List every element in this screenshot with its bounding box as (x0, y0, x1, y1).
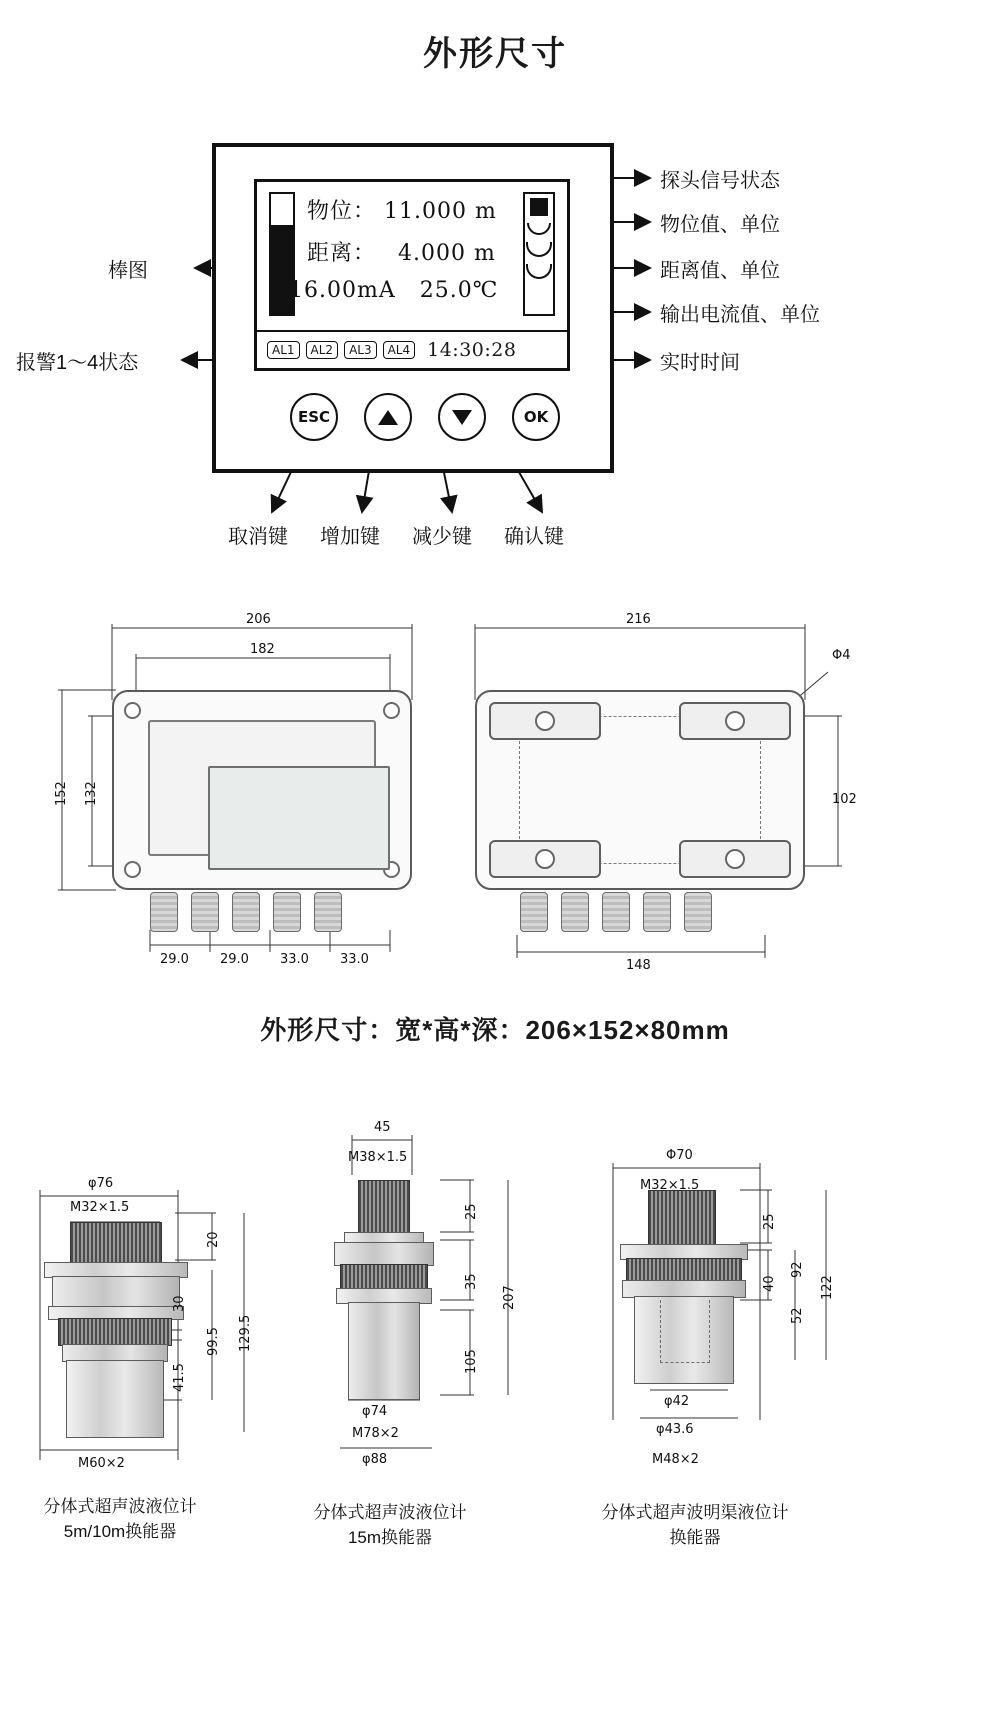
level-unit: m (475, 199, 497, 224)
arrow-up-icon (378, 410, 398, 425)
level-label: 物位： (307, 199, 377, 224)
callout-bargraph: 棒图 (108, 260, 148, 282)
level-row (307, 194, 497, 225)
td3-dim-thread-top: M32×1.5 (640, 1178, 700, 1193)
td1-knurled-ring (58, 1318, 172, 1346)
td1-dim-30: 30 (172, 1295, 187, 1312)
screw-icon (535, 849, 555, 869)
signal-block-icon (530, 198, 548, 216)
screen-divider (257, 330, 567, 332)
enclosure-dimension-caption: 外形尺寸：宽*高*深：206×152×80mm (260, 1015, 730, 1045)
current-temp-row (289, 278, 498, 303)
callout-output-current: 输出电流值、单位 (660, 304, 820, 326)
td1-dim-129-5: 129.5 (238, 1314, 253, 1352)
td1-body-upper (52, 1276, 180, 1308)
td3-dim-dia42: φ42 (664, 1394, 690, 1409)
td2-dim-thread-top: M38×1.5 (348, 1150, 408, 1165)
alarm-chip-4: AL4 (383, 341, 416, 359)
td2-dim-35: 35 (464, 1273, 479, 1290)
callout-alarm-status: 报警1～4状态 (16, 352, 139, 374)
td3-dim-25: 25 (762, 1213, 777, 1230)
keypad (272, 393, 552, 441)
cable-glands-front (150, 892, 342, 932)
td2-dim-105: 105 (464, 1349, 479, 1374)
td1-dim-20: 20 (206, 1231, 221, 1248)
td2-dim-dia88: φ88 (362, 1452, 388, 1467)
callout-down-key: 减少键 (412, 526, 472, 548)
arrow-down-icon (452, 410, 472, 425)
td1-dim-thread-top: M32×1.5 (70, 1200, 130, 1215)
td2-dim-25: 25 (464, 1203, 479, 1220)
td1-dim-99-5: 99.5 (206, 1327, 221, 1356)
mounting-bracket (489, 840, 601, 878)
td3-dim-40: 40 (762, 1275, 777, 1292)
td3-caption-line1: 分体式超声波明渠液位计 (601, 1503, 789, 1522)
dim-front-height-outer: 152 (54, 781, 69, 806)
dim-back-width-outer: 216 (626, 612, 651, 627)
screw-icon (725, 849, 745, 869)
td1-thread-cap (70, 1222, 162, 1264)
td3-inner-cone-dashed (660, 1300, 710, 1363)
cable-gland (232, 892, 260, 932)
dim-gland-1: 29.0 (160, 952, 189, 967)
signal-arc-large-icon (526, 264, 552, 279)
ok-button[interactable] (512, 393, 560, 441)
td1-caption-line2: 5m/10m换能器 (63, 1522, 177, 1541)
signal-status-icon (523, 192, 555, 316)
controller-panel (212, 143, 614, 473)
screw-icon (124, 702, 141, 719)
signal-arc-small-icon (527, 223, 551, 235)
td2-dim-207: 207 (502, 1285, 517, 1310)
dim-gland-4: 33.0 (340, 952, 369, 967)
td2-dim-dia74: φ74 (362, 1404, 388, 1419)
ok-label: OK (523, 408, 549, 426)
alarm-chip-2: AL2 (306, 341, 339, 359)
td2-flange (334, 1242, 434, 1266)
distance-unit: m (474, 241, 496, 266)
cable-gland (684, 892, 712, 932)
distance-row (307, 236, 496, 267)
td2-knurled-ring (340, 1264, 428, 1290)
dim-front-width-outer: 206 (246, 612, 271, 627)
td1-horn (66, 1360, 164, 1438)
signal-arc-medium-icon (526, 242, 552, 257)
cable-gland (643, 892, 671, 932)
cable-glands-back (520, 892, 712, 932)
realtime-clock: 14:30:28 (427, 339, 517, 361)
dim-gland-3: 33.0 (280, 952, 309, 967)
td2-horn (348, 1302, 420, 1400)
cable-gland (273, 892, 301, 932)
td2-caption (270, 1500, 510, 1550)
screw-icon (725, 711, 745, 731)
td2-caption-line2: 15m换能器 (347, 1528, 433, 1547)
cable-gland (191, 892, 219, 932)
level-value: 11.000 (384, 199, 467, 224)
dim-back-width-inner: 148 (626, 958, 651, 973)
td1-dim-top-dia: φ76 (88, 1176, 114, 1191)
cable-gland (314, 892, 342, 932)
current-value: 16.00mA (289, 278, 396, 303)
td1-dim-thread-bottom: M60×2 (78, 1456, 125, 1471)
callout-realtime: 实时时间 (660, 352, 740, 374)
callout-esc-key: 取消键 (228, 526, 288, 548)
cable-gland (520, 892, 548, 932)
dim-back-height: 102 (832, 792, 857, 807)
td3-dim-thread-bottom: M48×2 (652, 1452, 699, 1467)
dim-gland-2: 29.0 (220, 952, 249, 967)
td2-thread-cap (358, 1180, 410, 1234)
enclosure-back-view (475, 690, 805, 890)
td3-caption-line2: 换能器 (669, 1528, 721, 1547)
alarm-chip-1: AL1 (267, 341, 300, 359)
distance-label: 距离： (307, 241, 377, 266)
front-bezel (148, 720, 376, 856)
esc-button[interactable] (290, 393, 338, 441)
td1-caption (10, 1494, 230, 1544)
td3-knurled-ring (626, 1258, 742, 1282)
td3-caption (550, 1500, 840, 1550)
callout-up-key: 增加键 (320, 526, 380, 548)
mounting-bracket (489, 702, 601, 740)
screw-icon (383, 702, 400, 719)
up-button[interactable] (364, 393, 412, 441)
td3-dim-92: 92 (790, 1261, 805, 1278)
cable-gland (602, 892, 630, 932)
td3-thread-cap (648, 1190, 716, 1246)
callout-ok-key: 确认键 (504, 526, 564, 548)
alarm-chip-3: AL3 (344, 341, 377, 359)
mounting-bracket (679, 702, 791, 740)
td2-dim-top-width: 45 (374, 1120, 391, 1135)
dim-back-hole-dia: Φ4 (832, 648, 851, 663)
cable-gland (150, 892, 178, 932)
td3-dim-52: 52 (790, 1307, 805, 1324)
td2-dim-thread-bottom: M78×2 (352, 1426, 399, 1441)
cable-gland (561, 892, 589, 932)
page-title: 外形尺寸 (423, 35, 567, 73)
screw-icon (535, 711, 555, 731)
td1-caption-line1: 分体式超声波液位计 (43, 1497, 197, 1516)
temperature-value: 25.0℃ (419, 278, 499, 303)
mounting-bracket (679, 840, 791, 878)
td3-dim-122: 122 (820, 1275, 835, 1300)
callout-signal-status: 探头信号状态 (660, 170, 780, 192)
callout-distance-value: 距离值、单位 (660, 260, 780, 282)
dim-front-height-inner: 132 (84, 781, 99, 806)
td3-dim-top-dia: Φ70 (666, 1148, 693, 1163)
front-display-window (208, 766, 390, 870)
enclosure-front-view (112, 690, 412, 890)
td2-caption-line1: 分体式超声波液位计 (313, 1503, 467, 1522)
screw-icon (124, 861, 141, 878)
td1-dim-41-5: 41.5 (172, 1363, 187, 1392)
down-button[interactable] (438, 393, 486, 441)
dim-front-width-inner: 182 (250, 642, 275, 657)
callout-level-value: 物位值、单位 (660, 214, 780, 236)
distance-value: 4.000 (398, 241, 466, 266)
esc-label: ESC (297, 408, 331, 426)
alarm-status-row (267, 339, 516, 361)
lcd-screen (254, 179, 570, 371)
td3-dim-dia43-6: φ43.6 (656, 1422, 694, 1437)
